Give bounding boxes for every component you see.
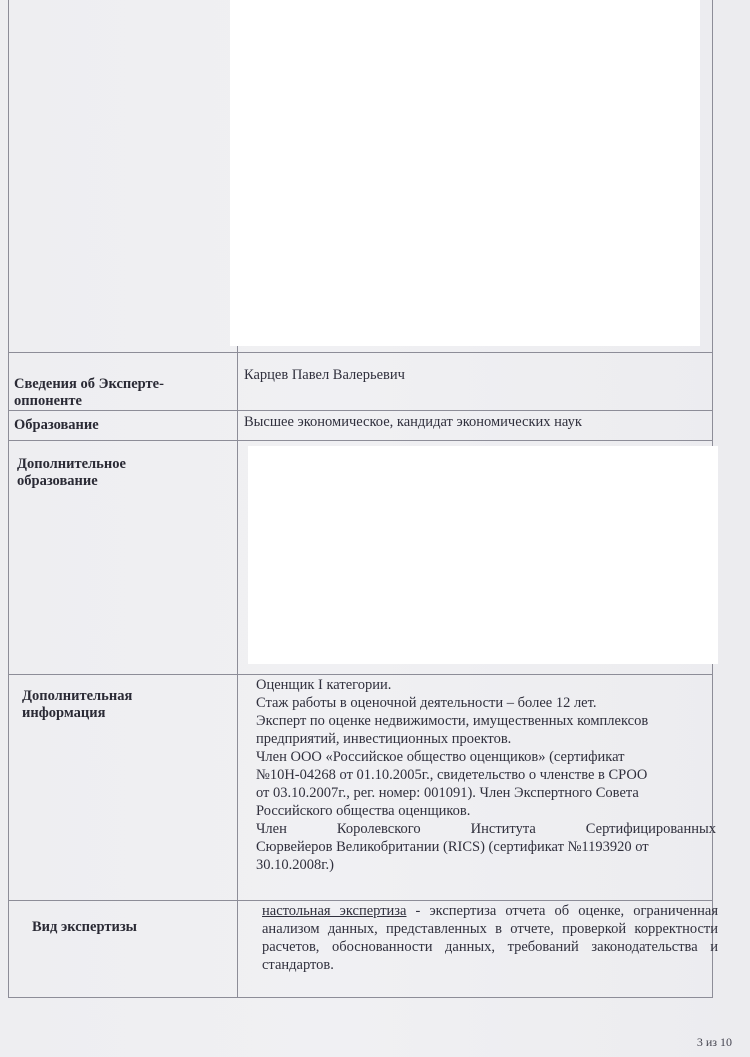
expert-name: Карцев Павел Валерьевич bbox=[244, 367, 405, 383]
row-divider bbox=[8, 410, 713, 411]
page-number: 3 из 10 bbox=[696, 1035, 732, 1049]
redacted-area bbox=[248, 446, 718, 664]
row-divider bbox=[8, 674, 713, 675]
additional-education-label: Дополнительное образование bbox=[17, 456, 126, 489]
expertise-type-label: Вид экспертизы bbox=[32, 919, 137, 935]
expertise-description: - экспертиза отчета об оценке, ограниченная анализом данных, представленных в отчете, проверкой корректности расчетов, обоснованности данных, требований законодательства и стандартов. bbox=[262, 903, 718, 973]
info-line: Член Королевского Института Сертифицированных bbox=[256, 821, 716, 837]
info-line: Стаж работы в оценочной деятельности – более 12 лет. bbox=[256, 695, 597, 711]
info-line: 30.10.2008г.) bbox=[256, 857, 335, 873]
education-label: Образование bbox=[14, 417, 99, 433]
table-bottom-border bbox=[8, 997, 713, 998]
table-left-border bbox=[8, 0, 9, 998]
additional-info-text bbox=[256, 676, 716, 874]
redacted-area bbox=[230, 0, 700, 346]
expertise-term: настольная экспертиза bbox=[262, 903, 407, 919]
row-divider bbox=[8, 352, 713, 353]
additional-info-label: Дополнительная информация bbox=[22, 688, 133, 721]
info-line: от 03.10.2007г., рег. номер: 001091). Член Экспертного Совета bbox=[256, 785, 639, 801]
row-divider bbox=[8, 440, 713, 441]
education-value: Высшее экономическое, кандидат экономических наук bbox=[244, 414, 582, 430]
expert-label: Сведения об Эксперте- оппоненте bbox=[14, 376, 164, 409]
expertise-type-value bbox=[262, 902, 718, 974]
info-line: Член ООО «Российское общество оценщиков» (сертификат bbox=[256, 749, 625, 765]
info-line: №10Н-04268 от 01.10.2005г., свидетельство о членстве в СРОО bbox=[256, 767, 648, 783]
info-line: Сюрвейеров Великобритании (RICS) (сертификат №1193920 от bbox=[256, 839, 649, 855]
row-divider bbox=[8, 900, 713, 901]
info-line: Оценщик I категории. bbox=[256, 677, 392, 693]
info-line: предприятий, инвестиционных проектов. bbox=[256, 731, 512, 747]
info-line: Эксперт по оценке недвижимости, имущественных комплексов bbox=[256, 713, 649, 729]
info-line: Российского общества оценщиков. bbox=[256, 803, 471, 819]
